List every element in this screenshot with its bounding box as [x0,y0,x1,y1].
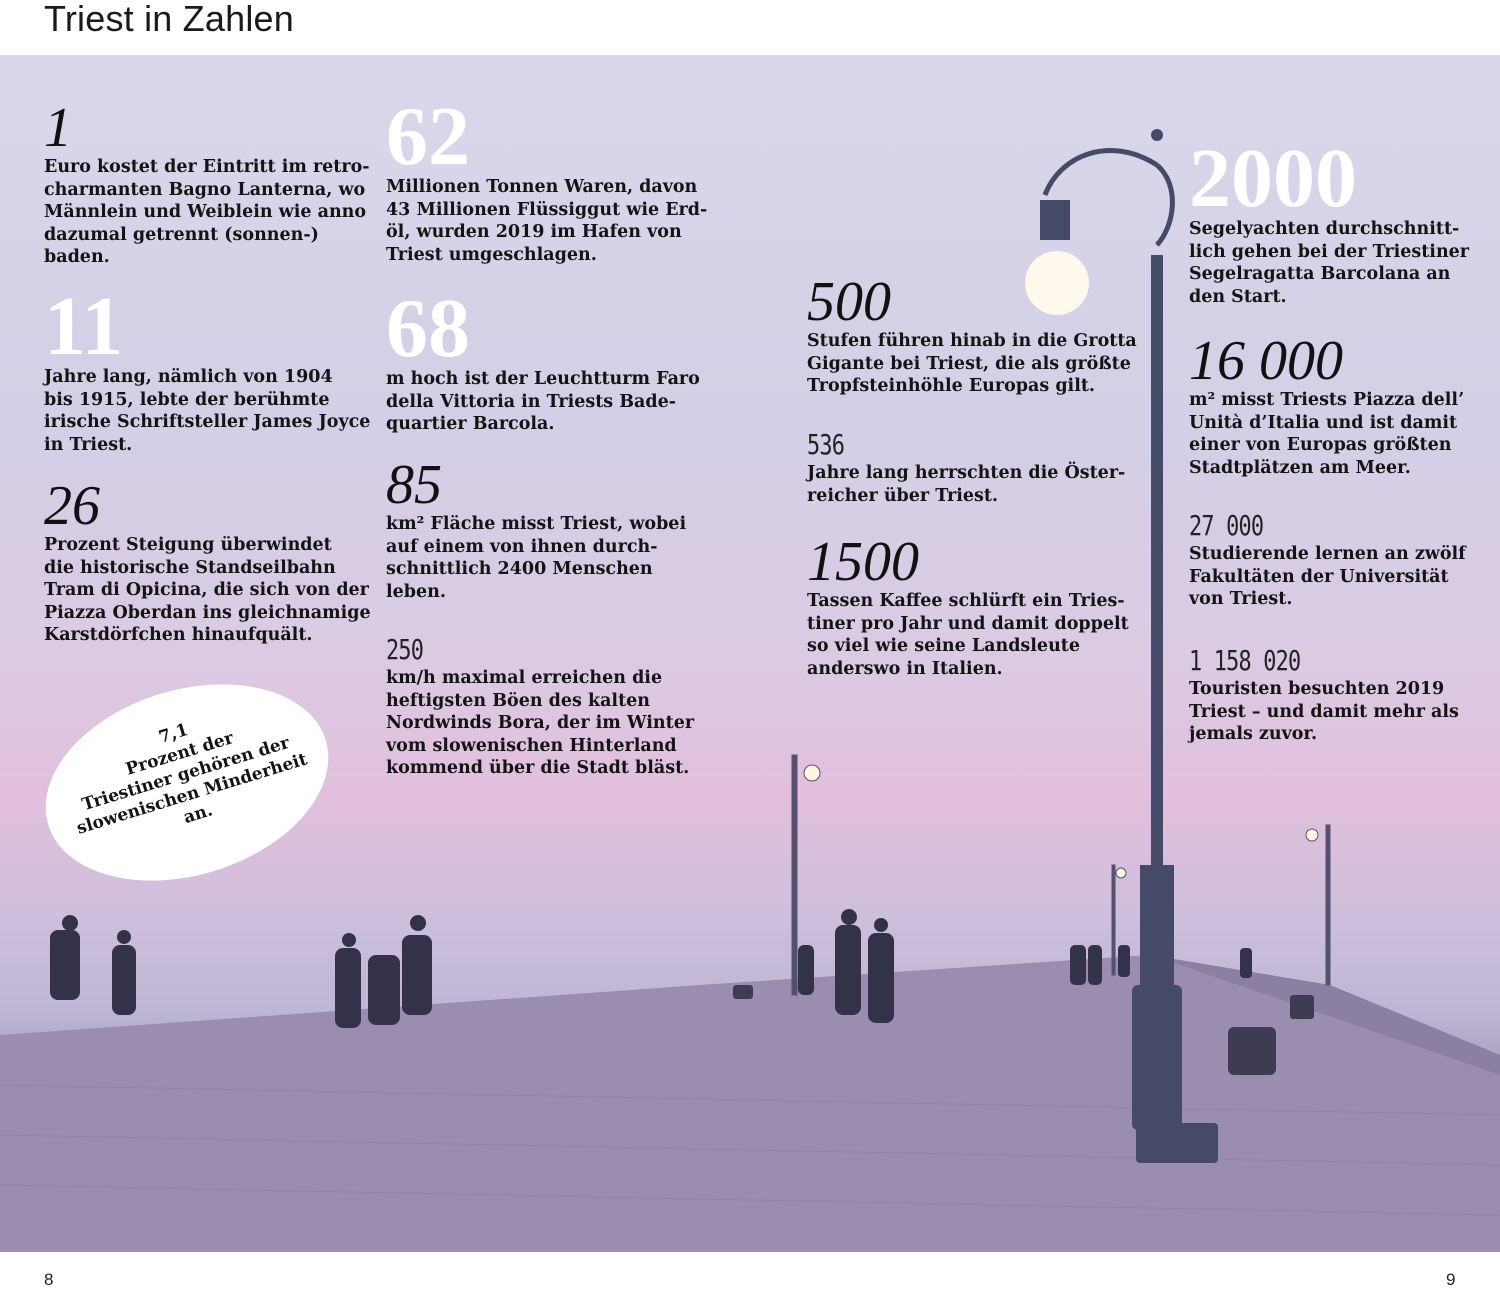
stat-text: m² misst Triests Piazza dell’ Unità d’Italia und ist damit einer von Europas größten Stadtplätzen am Meer. [1189,390,1465,478]
stat-number: 1 [44,97,72,159]
stat-block [386,454,716,603]
stat-text: Millionen Tonnen Waren, davon 43 Millionen Flüssiggut wie Erd- öl, wurden 2019 im Hafen von Triest umgeschlagen. [386,177,708,265]
stat-text: Stufen führen hinab in die Grotta Gigante bei Triest, die als größte Tropfsteinhöhle Europas gilt. [807,331,1137,397]
stat-block [386,90,716,266]
stat-number: 250 [386,633,424,666]
stat-block [1189,132,1489,308]
stat-block [386,633,716,780]
pier-surface [0,955,1500,1252]
stat-text: km/h maximal erreichen die heftigsten Böen des kalten Nordwinds Bora, der im Winter vom slowenischen Hinterland kommend über die Stadt bläst. [386,668,695,779]
stat-number: 62 [386,90,470,183]
stat-number: 2000 [1189,132,1357,225]
stat-text: Euro kostet der Eintritt im retro- charmanten Bagno Lanterna, wo Männlein und Weiblein wie anno dazumal getrennt (sonnen-) baden. [44,157,370,268]
stat-text: Segelyachten durchschnitt- lich gehen bei der Triestiner Segelragatta Barcolana an den Start. [1189,219,1470,307]
stat-text: Tassen Kaffee schlürft ein Tries- tiner pro Jahr und damit doppelt so viel wie seine Landsleute anderswo in Italien. [807,591,1129,679]
stat-number: 1500 [807,531,919,593]
stat-text: m hoch ist der Leuchtturm Faro della Vittoria in Triests Bade- quartier Barcola. [386,369,700,435]
page-title: Triest in Zahlen [44,0,294,39]
page-number-left: 8 [44,1270,54,1289]
stat-number: 27 000 [1189,509,1264,542]
stat-block [1189,644,1489,746]
stat-number: 68 [386,282,470,375]
stat-block [386,282,716,436]
stat-text: Jahre lang herrschten die Öster- reicher über Triest. [807,463,1126,506]
stat-text: km² Fläche misst Triest, wobei auf einem von ihnen durch- schnittlich 2400 Menschen leben. [386,514,687,602]
stat-block [807,271,1147,398]
stat-block [807,531,1147,680]
stat-number: 1 158 020 [1189,644,1301,677]
stat-number: 500 [807,271,891,333]
stat-block [44,280,374,456]
stat-block [44,97,374,269]
stat-number: 85 [386,454,442,516]
stat-block [44,475,374,647]
stat-text: Studierende lernen an zwölf Fakultäten der Universität von Triest. [1189,544,1466,610]
callout-text: 7,1 Prozent der Triestiner gehören der slowenischen Minderheit an. [74,719,310,839]
stat-block [1189,330,1489,479]
page-number-right: 9 [1446,1270,1456,1289]
stat-text: Jahre lang, nämlich von 1904 bis 1915, lebte der berühmte irische Schriftsteller James Joyce in Triest. [44,367,371,455]
stat-text: Prozent Steigung überwindet die historische Standseilbahn Tram di Opicina, die sich von der Piazza Oberdan ins gleichnamige Karstdörfchen hinaufquält. [44,535,371,646]
stat-number: 26 [44,475,100,537]
stat-number: 536 [807,428,845,461]
stat-block [1189,509,1489,611]
stat-block [807,428,1147,507]
stat-number: 11 [44,280,124,373]
stat-number: 16 000 [1189,330,1343,392]
stat-text: Touristen besuchten 2019 Triest – und damit mehr als jemals zuvor. [1189,679,1459,745]
